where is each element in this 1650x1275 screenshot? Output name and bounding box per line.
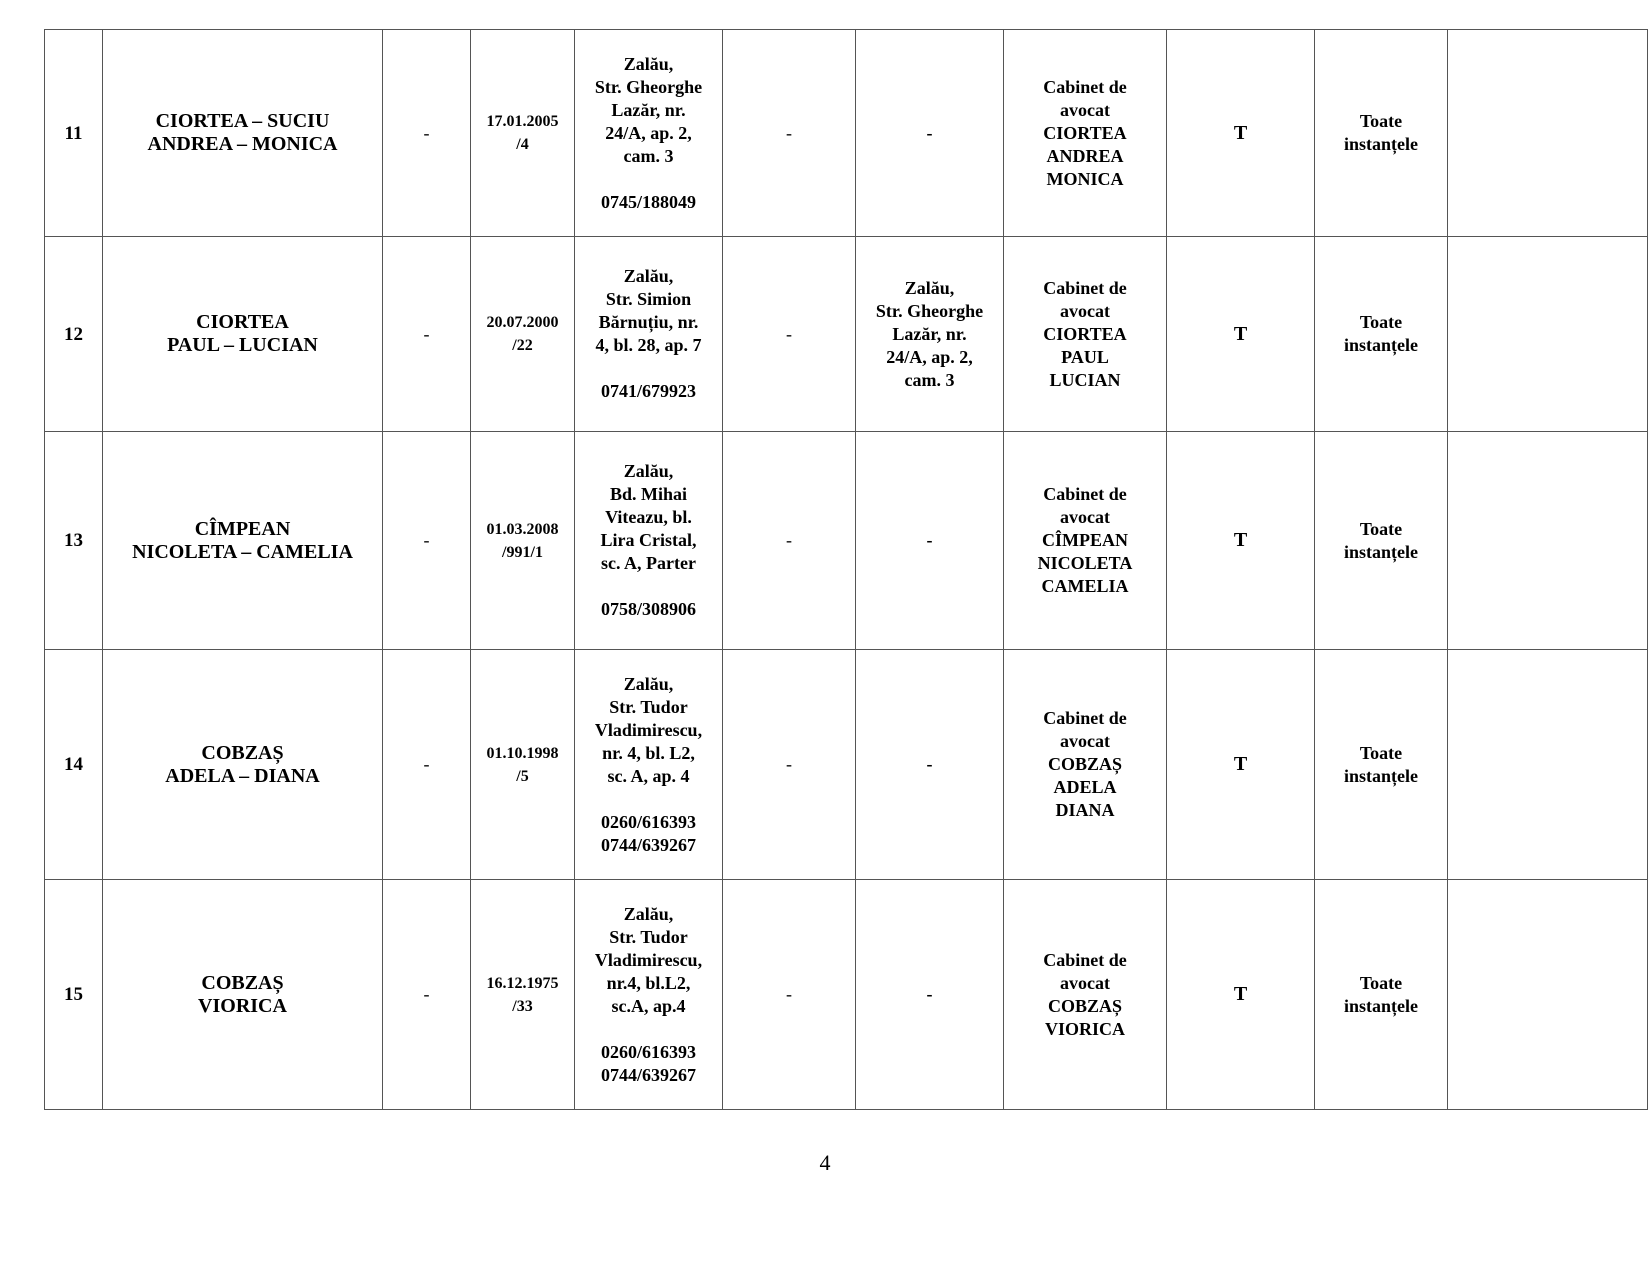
courts: Toate instanțele (1315, 30, 1448, 237)
registration-date: 17.01.2005 /4 (471, 30, 575, 237)
address-text: Zalău, Bd. Mihai Viteazu, bl. Lira Cristal, sc. A, Parter (600, 461, 697, 573)
secondary-office: - (856, 30, 1004, 237)
code-value: T (1167, 237, 1315, 432)
practice-form: Cabinet de avocat COBZAȘ ADELA DIANA (1004, 650, 1167, 880)
office-address (575, 237, 723, 432)
lawyer-name: CIORTEA – SUCIU ANDREA – MONICA (103, 30, 383, 237)
courts: Toate instanțele (1315, 650, 1448, 880)
courts: Toate instanțele (1315, 880, 1448, 1110)
registration-date: 16.12.1975 /33 (471, 880, 575, 1110)
row-number: 15 (45, 880, 103, 1110)
column-6-value: - (723, 237, 856, 432)
row-number: 11 (45, 30, 103, 237)
column-3-value: - (383, 432, 471, 650)
row-number: 13 (45, 432, 103, 650)
phone-numbers: 0260/616393 0744/639267 (600, 1041, 696, 1085)
address-text: Zalău, Str. Tudor Vladimirescu, nr. 4, bl. L2, sc. A, ap. 4 (594, 673, 703, 786)
practice-form: Cabinet de avocat CIORTEA ANDREA MONICA (1004, 30, 1167, 237)
lawyer-name: CIORTEA PAUL – LUCIAN (103, 237, 383, 432)
table-row (45, 880, 1648, 1110)
column-6-value: - (723, 432, 856, 650)
table-row (45, 237, 1648, 432)
registration-date: 01.03.2008 /991/1 (471, 432, 575, 650)
empty-cell (1448, 432, 1648, 650)
code-value: T (1167, 880, 1315, 1110)
column-6-value: - (723, 650, 856, 880)
row-number: 12 (45, 237, 103, 432)
address-text: Zalău, Str. Gheorghe Lazăr, nr. 24/A, ap. 2, cam. 3 (594, 53, 703, 166)
column-6-value: - (723, 30, 856, 237)
column-3-value: - (383, 880, 471, 1110)
registration-date: 01.10.1998 /5 (471, 650, 575, 880)
secondary-office: - (856, 650, 1004, 880)
practice-form: Cabinet de avocat CIORTEA PAUL LUCIAN (1004, 237, 1167, 432)
code-value: T (1167, 650, 1315, 880)
lawyer-name: COBZAȘ ADELA – DIANA (103, 650, 383, 880)
phone-numbers: 0741/679923 (600, 381, 696, 401)
phone-numbers: 0745/188049 (600, 191, 696, 212)
code-value: T (1167, 432, 1315, 650)
secondary-office: - (856, 432, 1004, 650)
lawyer-name: CÎMPEAN NICOLETA – CAMELIA (103, 432, 383, 650)
column-6-value: - (723, 880, 856, 1110)
table-row (45, 650, 1648, 880)
practice-form: Cabinet de avocat CÎMPEAN NICOLETA CAMELIA (1004, 432, 1167, 650)
lawyer-name: COBZAȘ VIORICA (103, 880, 383, 1110)
code-value: T (1167, 30, 1315, 237)
empty-cell (1448, 650, 1648, 880)
address-text: Zalău, Str. Simion Bărnuțiu, nr. 4, bl. 28, ap. 7 (595, 266, 702, 355)
practice-form: Cabinet de avocat COBZAȘ VIORICA (1004, 880, 1167, 1110)
lawyer-registry-table (44, 29, 1648, 1110)
empty-cell (1448, 237, 1648, 432)
office-address (575, 432, 723, 650)
phone-numbers: 0758/308906 (600, 599, 696, 619)
address-text: Zalău, Str. Tudor Vladimirescu, nr.4, bl.L2, sc.A, ap.4 (594, 903, 703, 1016)
column-3-value: - (383, 650, 471, 880)
registration-date: 20.07.2000 /22 (471, 237, 575, 432)
empty-cell (1448, 30, 1648, 237)
phone-numbers: 0260/616393 0744/639267 (600, 811, 696, 855)
courts: Toate instanțele (1315, 237, 1448, 432)
page-number: 4 (819, 1150, 831, 1175)
empty-cell (1448, 880, 1648, 1110)
office-address (575, 30, 723, 237)
courts: Toate instanțele (1315, 432, 1448, 650)
office-address (575, 880, 723, 1110)
column-3-value: - (383, 30, 471, 237)
secondary-office: - (856, 880, 1004, 1110)
table-row (45, 30, 1648, 237)
table-row (45, 432, 1648, 650)
secondary-office: Zalău, Str. Gheorghe Lazăr, nr. 24/A, ap. 2, cam. 3 (856, 237, 1004, 432)
row-number: 14 (45, 650, 103, 880)
office-address (575, 650, 723, 880)
column-3-value: - (383, 237, 471, 432)
